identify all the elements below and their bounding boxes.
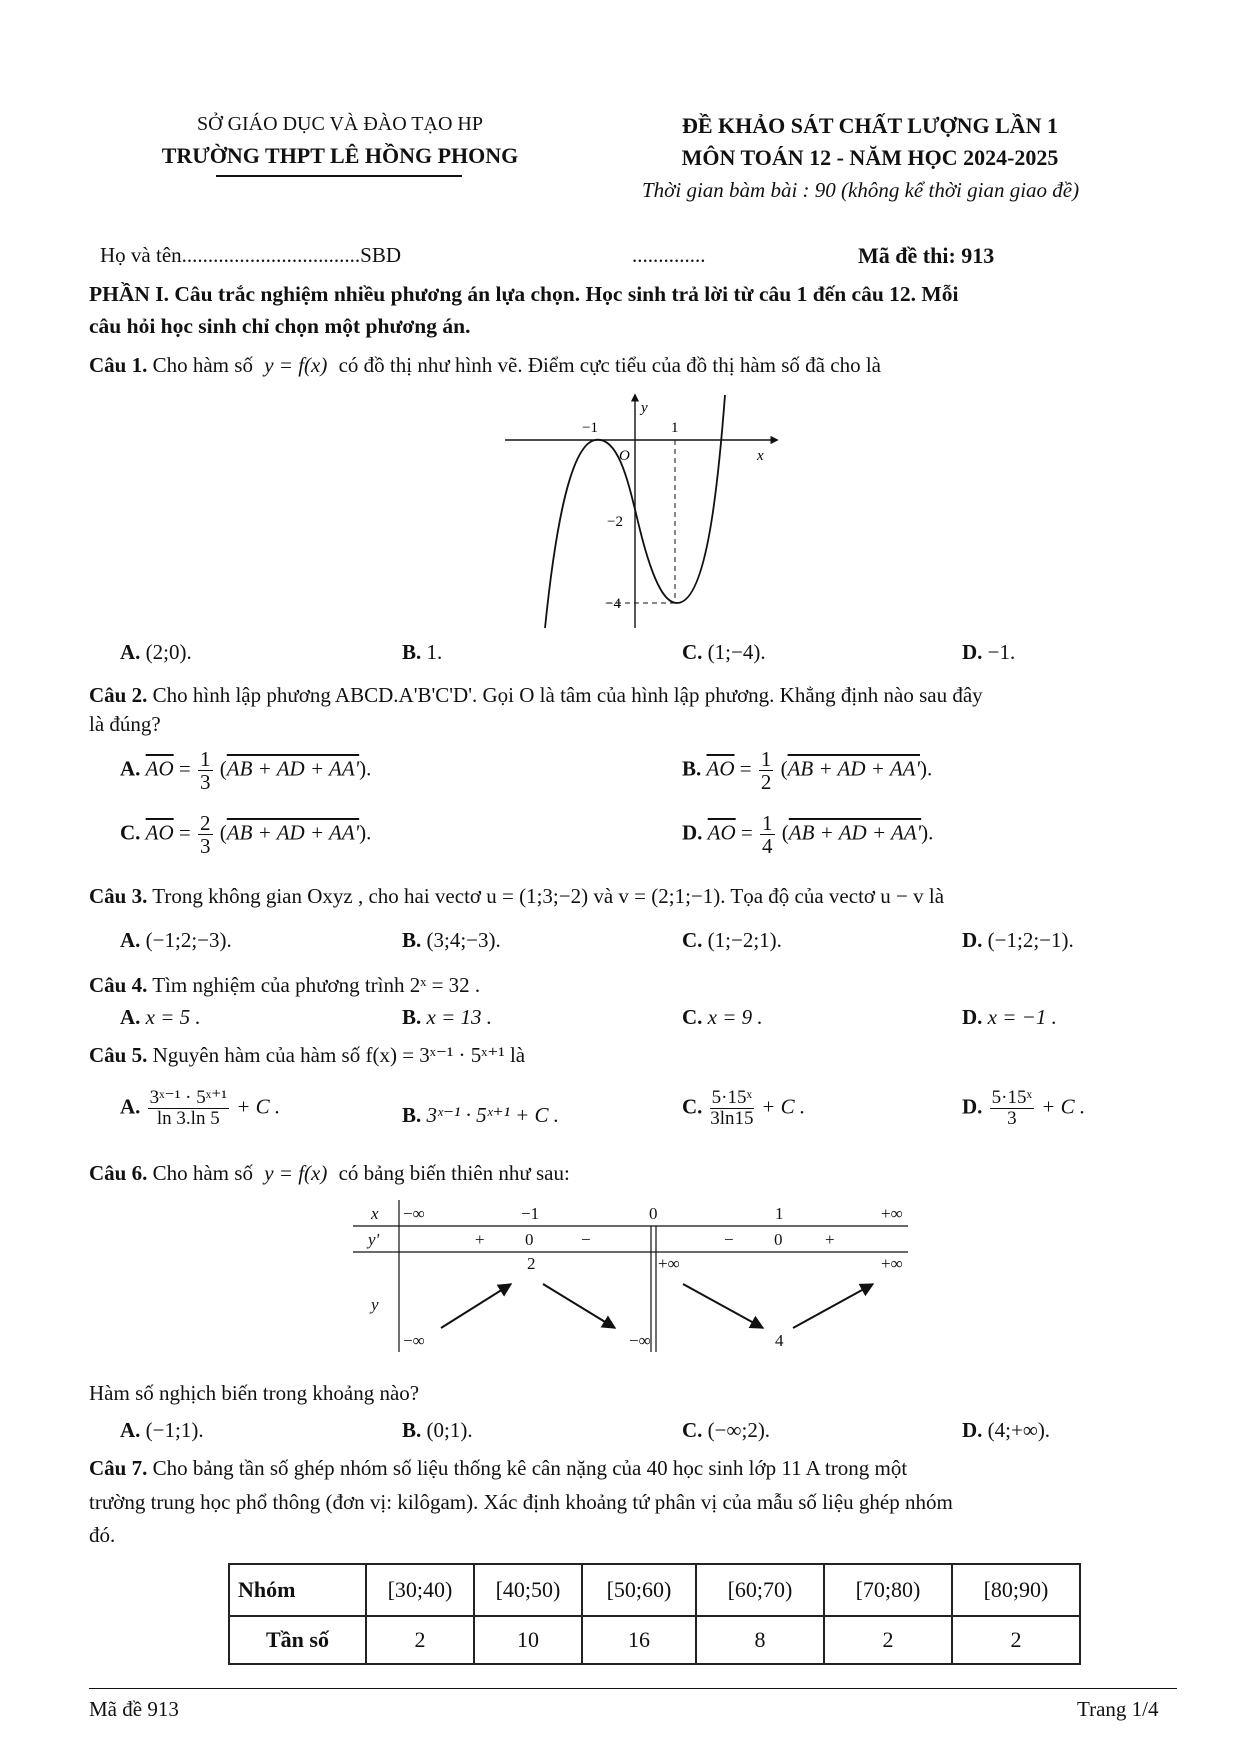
row-y-label: y <box>371 1295 379 1314</box>
exam-code: Mã đề thi: 913 <box>858 243 995 268</box>
row-yp-label: y' <box>368 1230 380 1249</box>
q5-option-d[interactable]: D. $\frac{\text{5·15ˣ}}{3}$ + C . <box>962 1087 1086 1129</box>
exam-time: Thời gian bàm bài : 90 (không kể thời gian giao đề) <box>642 178 1080 202</box>
question-6: Câu 6. Cho hàm số y = f(x) có bảng biến thiên như sau: <box>89 1161 570 1185</box>
tick-neg1: −1 <box>582 420 598 436</box>
tick-neg4: −4 <box>605 596 621 612</box>
question-4: Câu 4. Tìm nghiệm của phương trình 2ˣ = 32 . <box>89 973 481 997</box>
question-7-cont: trường trung học phổ thông (đơn vị: kilôgam). Xác định khoảng tứ phân vị của mẫu số liệu ghép nhóm <box>89 1490 953 1514</box>
q6-option-a[interactable]: A. (−1;1). <box>120 1418 204 1442</box>
tick-1: 1 <box>671 420 679 436</box>
q5-option-a[interactable]: A. $\frac{\text{3ˣ⁻¹ · 5ˣ⁺¹}}{\ln 3.\ln 5}$ + C . <box>120 1087 281 1129</box>
y-axis-label: y <box>641 400 648 416</box>
exam-subject: MÔN TOÁN 12 - NĂM HỌC 2024-2025 <box>681 145 1059 170</box>
footer-page: Trang 1/4 <box>1077 1697 1159 1721</box>
q2-option-c[interactable]: C. $\overline{AO}$ = $\frac{2}{3}$ (AB + AD + AA'). <box>120 811 372 859</box>
arrow-down-2 <box>683 1284 763 1328</box>
student-name-field: Họ và tên..................................SBD <box>100 243 401 267</box>
q4-option-b[interactable]: B. x = 13 . <box>402 1005 493 1029</box>
cubic-graph <box>495 390 785 630</box>
x-axis-label: x <box>757 448 764 464</box>
q6-option-c[interactable]: C. (−∞;2). <box>682 1418 771 1442</box>
header-cell: Nhóm <box>229 1564 366 1616</box>
arrow-down-1 <box>543 1284 615 1328</box>
question-3: Câu 3. Trong không gian Oxyz , cho hai vectơ u = (1;3;−2) và v = (2;1;−1). Tọa độ của vectơ u − v là <box>89 884 945 908</box>
table-row: Tần số 2 10 16 8 2 2 <box>229 1616 1080 1664</box>
part1-heading-cont: câu hỏi học sinh chỉ chọn một phương án. <box>89 314 471 338</box>
q3-option-d[interactable]: D. (−1;2;−1). <box>962 928 1074 952</box>
frequency-table <box>228 1563 1081 1665</box>
svg-text:+∞: +∞ <box>658 1254 680 1273</box>
footer-code: Mã đề 913 <box>89 1697 179 1721</box>
tick-neg2: −2 <box>607 514 623 530</box>
q2-option-d[interactable]: D. $\overline{AO}$ = $\frac{1}{4}$ (AB + AD + AA'). <box>682 811 934 859</box>
q4-option-a[interactable]: A. x = 5 . <box>120 1005 201 1029</box>
svg-text:0: 0 <box>649 1204 658 1223</box>
q1-option-c[interactable]: C. (1;−4). <box>682 640 766 664</box>
q3-option-b[interactable]: B. (3;4;−3). <box>402 928 501 952</box>
svg-text:−: − <box>581 1230 591 1249</box>
svg-text:4: 4 <box>775 1331 784 1350</box>
svg-text:+∞: +∞ <box>881 1204 903 1223</box>
school-underline <box>216 175 462 177</box>
q6-option-b[interactable]: B. (0;1). <box>402 1418 473 1442</box>
q1-option-d[interactable]: D. −1. <box>962 640 1016 664</box>
header-cell: Tần số <box>229 1616 366 1664</box>
department-name: SỞ GIÁO DỤC VÀ ĐÀO TẠO HP <box>197 113 483 135</box>
svg-text:2: 2 <box>527 1254 536 1273</box>
svg-text:+: + <box>475 1230 485 1249</box>
q4-option-c[interactable]: C. x = 9 . <box>682 1005 763 1029</box>
svg-text:−∞: −∞ <box>629 1331 651 1350</box>
question-7: Câu 7. Cho bảng tần số ghép nhóm số liệu thống kê cân nặng của 40 học sinh lớp 11 A trong một <box>89 1456 908 1480</box>
footer-rule <box>89 1688 1177 1689</box>
q5-option-b[interactable]: B. 3ˣ⁻¹ · 5ˣ⁺¹ + C . <box>402 1103 560 1127</box>
question-2-cont: là đúng? <box>89 712 161 736</box>
svg-text:−: − <box>724 1230 734 1249</box>
q2-option-b[interactable]: B. $\overline{AO}$ = $\frac{1}{2}$ (AB + AD + AA'). <box>682 747 933 795</box>
q3-option-c[interactable]: C. (1;−2;1). <box>682 928 782 952</box>
q3-option-a[interactable]: A. (−1;2;−3). <box>120 928 232 952</box>
arrow-up-1 <box>441 1284 511 1328</box>
q4-option-d[interactable]: D. x = −1 . <box>962 1005 1057 1029</box>
svg-text:−∞: −∞ <box>403 1204 425 1223</box>
row-x-label: x <box>371 1204 379 1223</box>
question-6-prompt: Hàm số nghịch biến trong khoảng nào? <box>89 1381 420 1405</box>
question-1: Câu 1. Cho hàm số y = f(x) có đồ thị như hình vẽ. Điểm cực tiểu của đồ thị hàm số đã cho là <box>89 353 881 377</box>
table-row: Nhóm [30;40) [40;50) [50;60) [60;70) [70;80) [80;90) <box>229 1564 1080 1616</box>
arrow-up-2 <box>793 1284 873 1328</box>
svg-text:−1: −1 <box>521 1204 540 1223</box>
exam-title: ĐỀ KHẢO SÁT CHẤT LƯỢNG LẦN 1 <box>681 113 1059 138</box>
svg-text:0: 0 <box>525 1230 534 1249</box>
svg-text:1: 1 <box>775 1204 784 1223</box>
svg-text:−∞: −∞ <box>403 1331 425 1350</box>
question-5: Câu 5. Nguyên hàm của hàm số f(x) = 3ˣ⁻¹ · 5ˣ⁺¹ là <box>89 1043 526 1067</box>
sbd-dots: .............. <box>632 243 706 267</box>
svg-text:0: 0 <box>774 1230 783 1249</box>
part1-heading: PHẦN I. Câu trắc nghiệm nhiều phương án lựa chọn. Học sinh trả lời từ câu 1 đến câu 12. Mỗi <box>89 282 959 306</box>
school-name: TRƯỜNG THPT LÊ HỒNG PHONG <box>161 143 519 168</box>
svg-text:+∞: +∞ <box>881 1254 903 1273</box>
question-label: Câu 1. <box>89 353 148 377</box>
question-7-cont2: đó. <box>89 1523 116 1547</box>
variation-table <box>353 1200 913 1360</box>
q1-option-b[interactable]: B. 1. <box>402 640 443 664</box>
q1-option-a[interactable]: A. (2;0). <box>120 640 192 664</box>
q2-option-a[interactable]: A. $\overline{AO}$ = $\frac{1}{3}$ (AB + AD + AA'). <box>120 747 372 795</box>
q6-option-d[interactable]: D. (4;+∞). <box>962 1418 1051 1442</box>
svg-text:+: + <box>825 1230 835 1249</box>
function-expr: y = f(x) <box>264 353 328 377</box>
q5-option-c[interactable]: C. $\frac{\text{5·15ˣ}}{3\ln 15}$ + C . <box>682 1087 806 1129</box>
origin-label: O <box>619 448 630 464</box>
question-2: Câu 2. Cho hình lập phương ABCD.A'B'C'D'. Gọi O là tâm của hình lập phương. Khẳng định nào sau đây <box>89 683 983 707</box>
